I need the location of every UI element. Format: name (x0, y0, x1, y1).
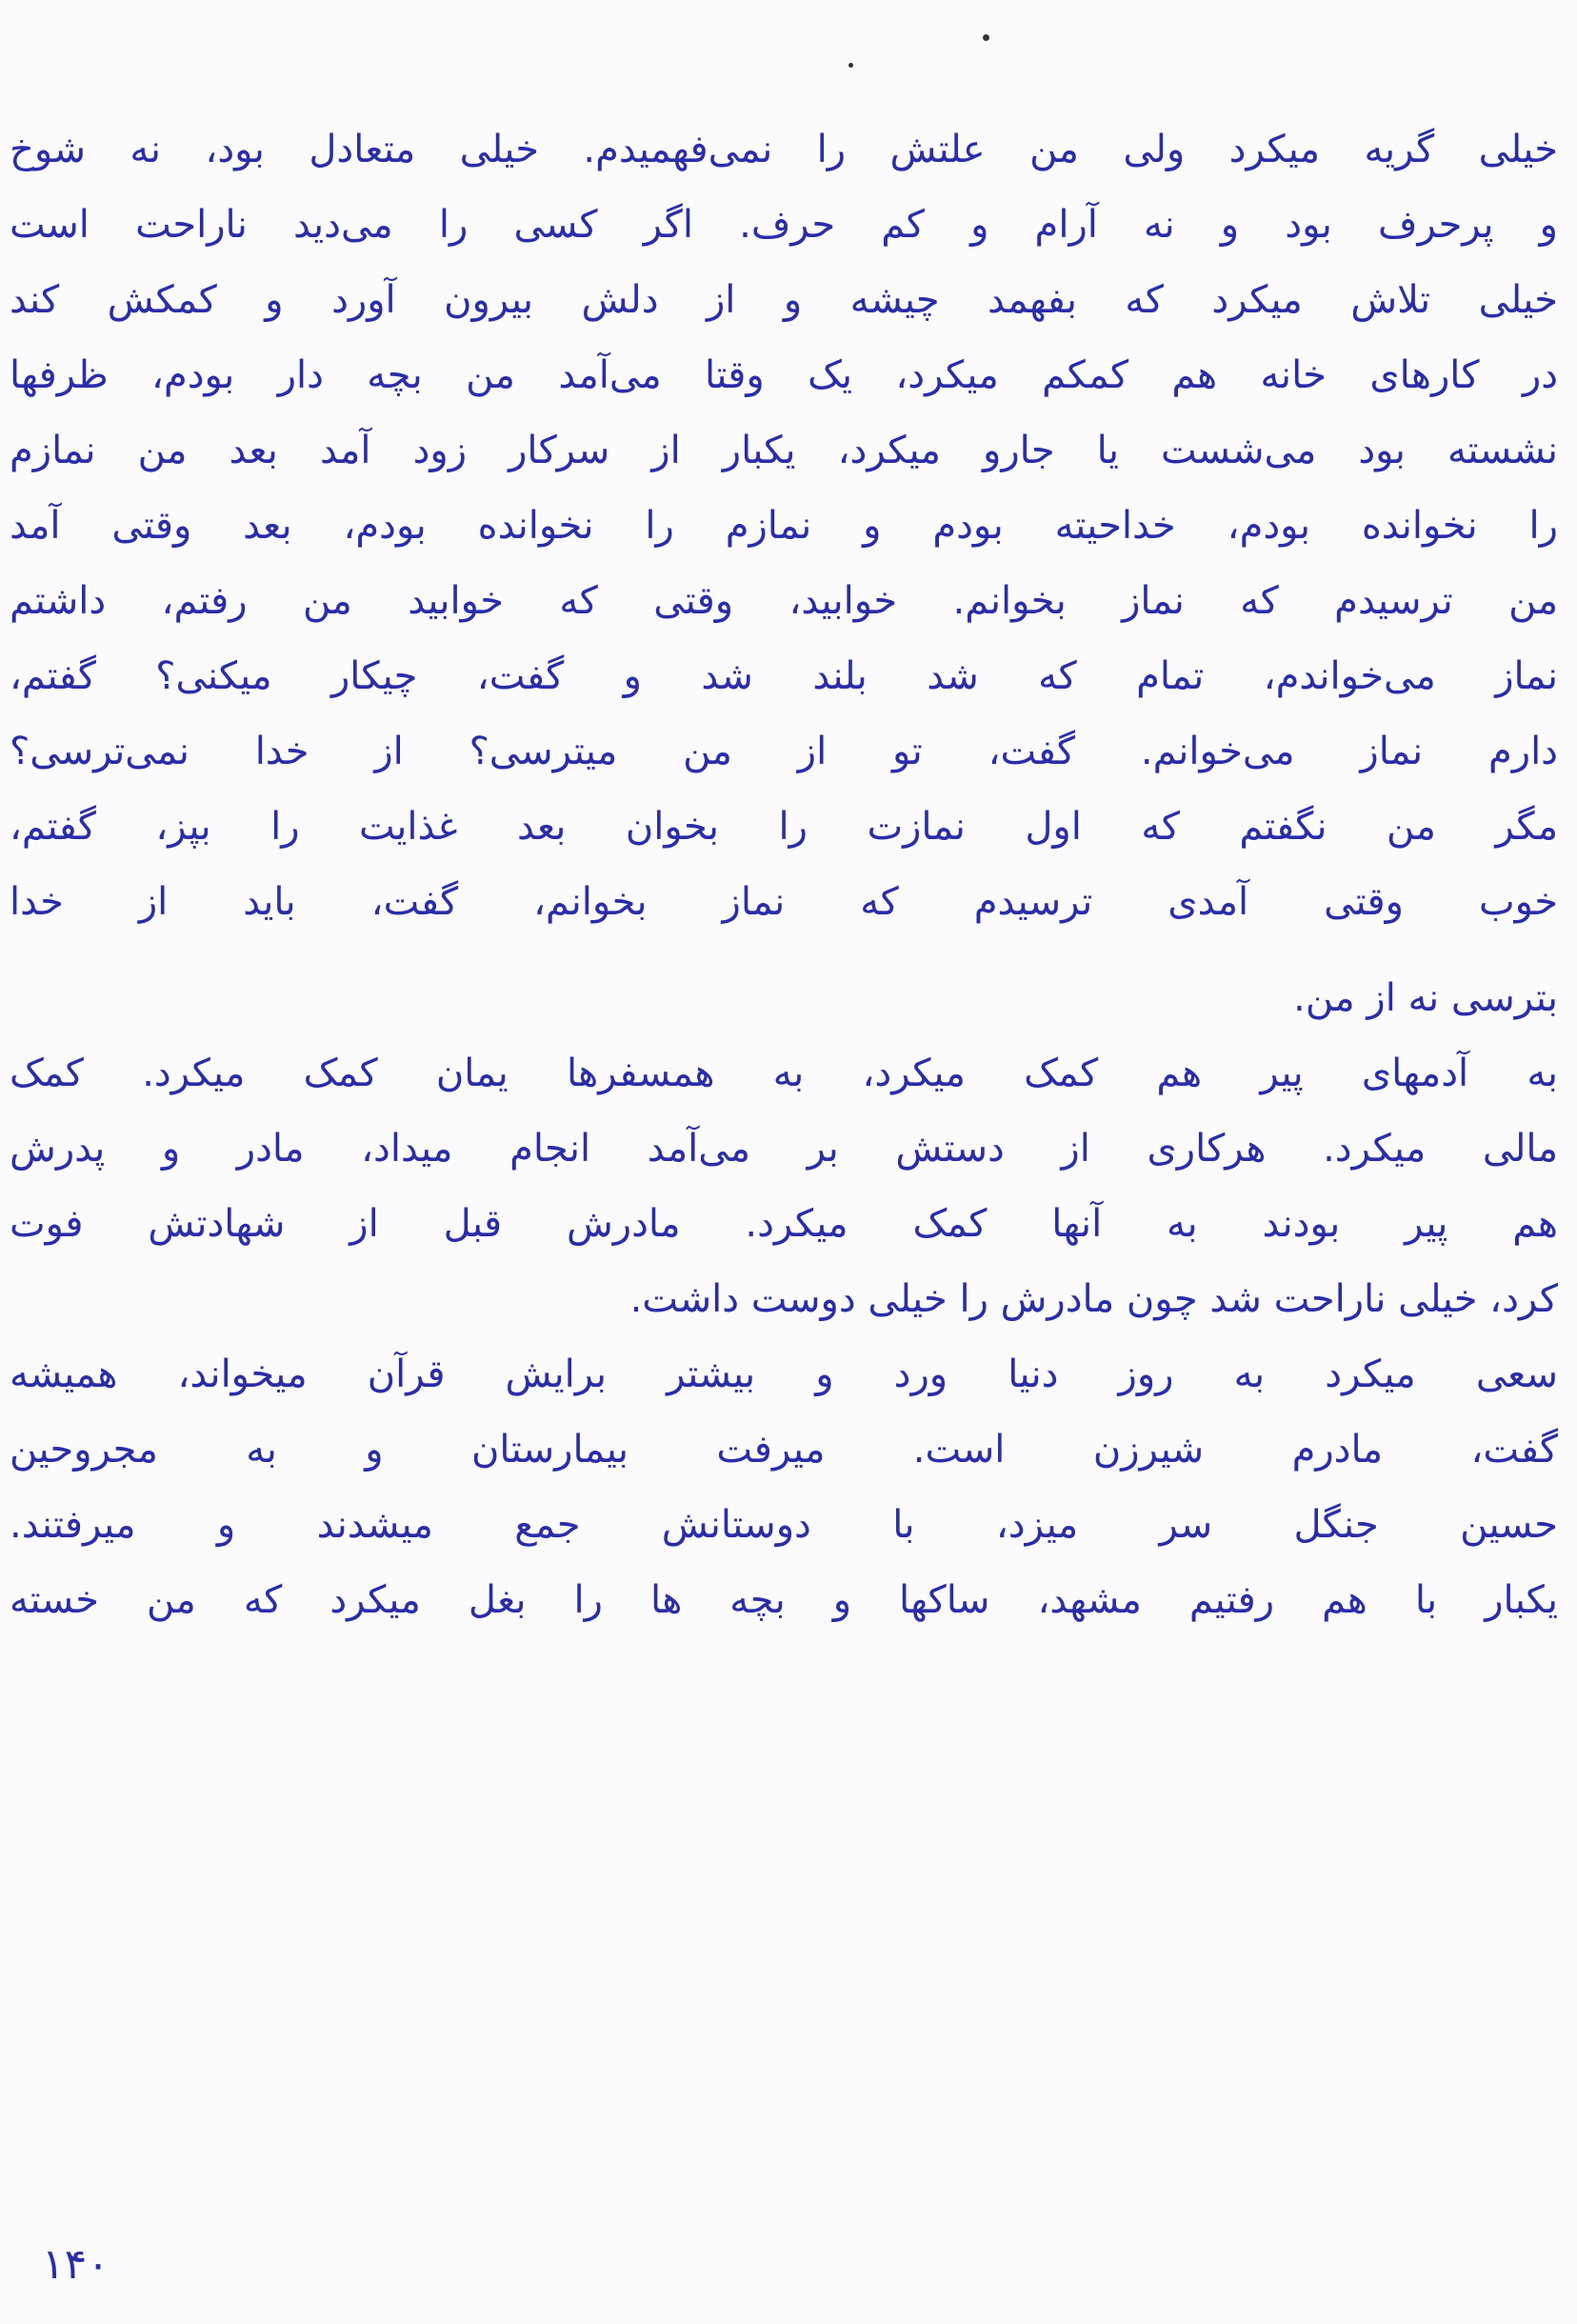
ink-speck (983, 34, 989, 41)
text-line: هم پیر بودند به آنها کمک میکرد. مادرش قبل از شهادتش فوت (10, 1202, 1558, 1246)
text-line: نماز می‌خواندم، تمام که شد بلند شد و گفت، چیکار میکنی؟ گفتم، (10, 654, 1558, 698)
text-line: و پرحرف بود و نه آرام و کم حرف. اگر کسی را می‌دید ناراحت است (10, 203, 1558, 247)
text-line: خوب وقتی آمدی ترسیدم که نماز بخوانم، گفت، باید از خدا (10, 880, 1558, 924)
text-line: خیلی تلاش میکرد که بفهمد چیشه و از دلش بیرون آورد و کمکش کند (10, 278, 1558, 322)
text-line: خیلی گریه میکرد ولی من علتش را نمی‌فهمیدم. خیلی متعادل بود، نه شوخ (10, 128, 1558, 171)
text-line: یکبار با هم رفتیم مشهد، ساکها و بچه ها را بغل میکرد که من خسته (10, 1578, 1558, 1622)
handwritten-text (0, 112, 1577, 1638)
text-line: حسین جنگل سر میزد، با دوستانش جمع میشدند و میرفتند. (10, 1503, 1558, 1547)
text-line: کرد، خیلی ناراحت شد چون مادرش را خیلی دوست داشت. (629, 1277, 1558, 1321)
text-line: نشسته بود می‌شست یا جارو میکرد، یکبار از سرکار زود آمد بعد من نمازم (10, 429, 1558, 472)
ink-speck (848, 63, 853, 68)
text-line: گفت، مادرم شیرزن است. میرفت بیمارستان و به مجروحین (10, 1428, 1558, 1472)
text-line: سعی میکرد به روز دنیا ورد و بیشتر برایش قرآن میخواند، همیشه (10, 1352, 1558, 1396)
text-line: به آدمهای پیر هم کمک میکرد، به همسفرها یمان کمک میکرد. کمک (10, 1052, 1558, 1095)
text-line: بترسی نه از من. (1293, 976, 1558, 1020)
text-line: دارم نماز می‌خوانم. گفت، تو از من میترسی؟ از خدا نمی‌ترسی؟ (10, 730, 1558, 773)
text-line: را نخوانده بودم، خداحیته بودم و نمازم را نخوانده بودم، بعد وقتی آمد (10, 504, 1558, 548)
text-line: من ترسیدم که نماز بخوانم. خوابید، وقتی که خوابید من رفتم، داشتم (10, 579, 1558, 623)
text-line: در کارهای خانه هم کمکم میکرد، یک وقتا می‌آمد من بچه دار بودم، ظرفها (10, 353, 1558, 397)
text-line: مگر من نگفتم که اول نمازت را بخوان بعد غذایت را بپز، گفتم، (10, 805, 1558, 849)
page-number: ۱۴۰ (42, 2240, 110, 2289)
text-line: مالی میکرد. هرکاری از دستش بر می‌آمد انجام میداد، مادر و پدرش (10, 1127, 1558, 1171)
